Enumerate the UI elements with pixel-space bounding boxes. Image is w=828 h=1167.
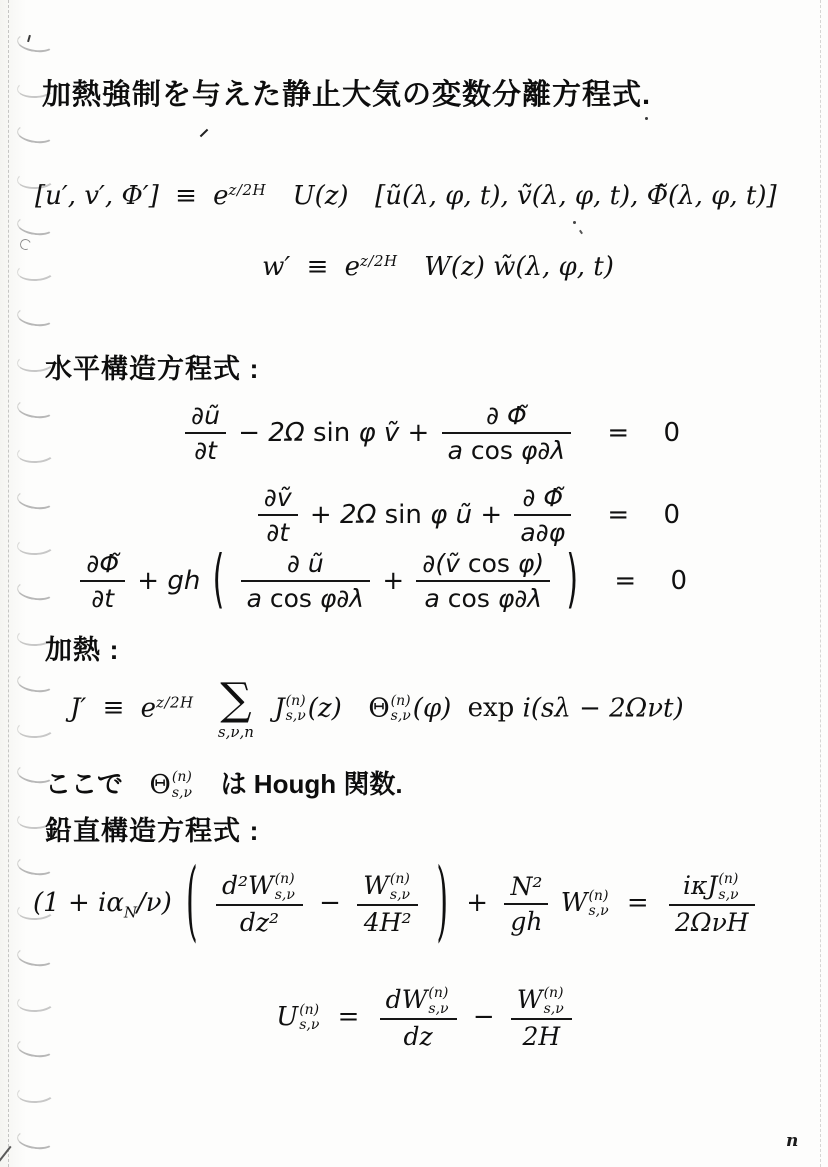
J-indices: (n) s,ν <box>285 692 306 725</box>
sin-function: sin <box>384 499 422 530</box>
binding-ring <box>16 396 56 419</box>
script-U: U <box>292 181 315 211</box>
exp-base: e <box>344 252 361 282</box>
dW-dz-fraction: dW (n) s,ν dz <box>380 983 457 1053</box>
script-W: W <box>560 888 588 919</box>
equation-horizontal-u <box>181 399 680 468</box>
N2-gh-fraction: $\frac{\text{N²}}{gh}$ <box>504 870 548 939</box>
W-argument: (z) w̃(λ, φ, t) <box>450 252 614 282</box>
binding-ring <box>17 718 56 739</box>
equals-sign: = <box>626 888 649 919</box>
W-2H-fraction: W (n) s,ν 2H <box>511 983 572 1053</box>
du-dlambda-fraction: $\frac{\partial ũ}{\text{a cos φ∂λ}}$ <box>241 547 371 616</box>
binding-ring <box>16 579 56 602</box>
alpha-subscript: N <box>123 903 137 922</box>
equation-heating <box>70 674 684 741</box>
binding-ring <box>17 535 56 556</box>
binding-ring <box>16 945 56 968</box>
damping-factor: (1 + iα <box>33 888 124 919</box>
binding-ring <box>16 671 56 694</box>
scan-artifact <box>0 1146 12 1165</box>
dphi-dphi-fraction: $\frac{\partial \Phĩ}{a\partial\varphi}$ <box>514 481 571 550</box>
scan-artifact <box>579 230 583 234</box>
exp-exponent: z/2H <box>156 693 194 712</box>
hough-note <box>45 764 403 802</box>
W-4H2-fraction: W (n) s,ν 4H² <box>357 869 418 939</box>
phase-term: i(sλ − 2Ωνt) <box>522 693 684 724</box>
equiv-sign: ≡ <box>102 693 125 724</box>
equals-sign: = <box>614 565 637 596</box>
binding-ring <box>16 214 56 237</box>
zero: 0 <box>663 499 680 530</box>
w-lhs: w′ <box>262 252 291 282</box>
dphi-dlambda-fraction: $\frac{\partial \Phĩ}{\text{a cos φ∂λ}}$ <box>442 399 572 468</box>
equation-U-definition <box>0 983 828 1053</box>
sin-function: sin <box>312 417 351 448</box>
summation <box>217 674 254 741</box>
binding-ring <box>16 31 56 54</box>
corner-mark: n <box>786 1131 799 1151</box>
equals-sign: = <box>337 1002 360 1033</box>
binding-ring <box>17 1083 56 1104</box>
exp-base: e <box>140 693 157 724</box>
dPhi-dt-fraction: $\frac{\partial\Phĩ}{\partial t}$ <box>80 547 125 616</box>
zero: 0 <box>670 565 687 596</box>
uv-lhs: [u′, v′, Φ′] <box>35 181 159 211</box>
right-paren: ) <box>436 852 449 954</box>
script-J: J <box>274 693 285 724</box>
theta-indices: (n) s,ν <box>390 692 411 725</box>
binding-ring <box>17 443 56 464</box>
scan-artifact <box>645 117 648 120</box>
scan-artifact <box>200 129 209 137</box>
hough-note-after: は Hough 関数. <box>220 769 403 799</box>
theta-symbol: Θ <box>368 693 390 724</box>
exp-function: exp <box>467 693 515 724</box>
equation-horizontal-v <box>254 481 680 550</box>
theta-symbol: Θ <box>149 770 171 800</box>
sigma-symbol: ∑ <box>220 674 252 725</box>
equation-uv-phi-definition <box>35 180 777 213</box>
binding-ring <box>16 122 56 145</box>
gh-term: + gh <box>137 565 201 596</box>
equation-w-definition <box>0 251 828 284</box>
zero: 0 <box>663 417 680 448</box>
U-argument: (z) <box>314 181 349 211</box>
dv-dt-fraction: $\frac{\text{∂ṽ}}{\partial t}$ <box>258 481 298 550</box>
coriolis-term: + 2Ω <box>309 499 377 530</box>
equation-horizontal-continuity <box>76 543 687 617</box>
equals-sign: = <box>607 499 630 530</box>
minus-sign: − <box>319 888 341 919</box>
minus-sign: − <box>472 1002 495 1033</box>
equals-sign: = <box>607 417 630 448</box>
horizontal-structure-heading: 水平構造方程式 : <box>45 354 260 384</box>
binding-ring <box>16 1128 56 1151</box>
damping-factor-end: /ν) <box>137 888 172 919</box>
plus-sign: + <box>466 888 489 919</box>
script-U: U <box>276 1002 299 1033</box>
exp-base: e <box>213 181 229 211</box>
script-W: W <box>424 252 451 282</box>
left-paren: ( <box>185 852 198 954</box>
dvcos-dlambda-fraction: $\frac{\text{∂(ṽ cos φ)}}{\text{a cos φ∂λ}}$ <box>416 547 550 616</box>
equiv-sign: ≡ <box>175 181 197 211</box>
uv-vector: [ũ(λ, φ, t), ṽ(λ, φ, t), Φ̃(λ, φ, t)] <box>375 181 777 211</box>
exp-exponent: z/2H <box>228 181 267 199</box>
heating-heading: 加熱 : <box>45 635 120 665</box>
binding-ring <box>16 305 56 328</box>
binding-ring <box>16 488 56 511</box>
scan-artifact <box>18 237 32 251</box>
theta-argument: (φ) <box>412 693 452 724</box>
left-paren: ( <box>212 543 225 617</box>
J-argument: (z) <box>307 693 342 724</box>
coriolis-term-end: φ ũ + <box>430 499 503 530</box>
page-title: 加熱強制を与えた静止大気の変数分離方程式. <box>42 79 652 111</box>
W-indices: (n) s,ν <box>588 887 609 920</box>
theta-indices: (n) s,ν <box>171 769 193 801</box>
d2W-dz2-fraction: d²W (n) s,ν dz² <box>216 869 303 939</box>
summation-indices: s,ν,n <box>217 722 254 741</box>
coriolis-term: − 2Ω <box>238 417 305 448</box>
scan-artifact <box>573 221 576 224</box>
vertical-structure-heading: 鉛直構造方程式 : <box>45 816 260 846</box>
equation-vertical-structure <box>33 852 759 954</box>
U-indices: (n) s,ν <box>299 1001 320 1034</box>
du-dt-fraction: $\frac{\partial ũ}{\partial t}$ <box>185 399 226 468</box>
J-lhs: J′ <box>70 693 87 724</box>
plus-sign: + <box>382 565 405 596</box>
exp-exponent: z/2H <box>360 252 398 270</box>
coriolis-term-end: φ ṽ + <box>358 417 430 448</box>
right-paren: ) <box>566 543 579 617</box>
equiv-sign: ≡ <box>306 252 329 282</box>
hough-note-before: ここで <box>45 769 124 799</box>
forcing-fraction: iκJ (n) s,ν 2ΩνH <box>669 869 755 939</box>
